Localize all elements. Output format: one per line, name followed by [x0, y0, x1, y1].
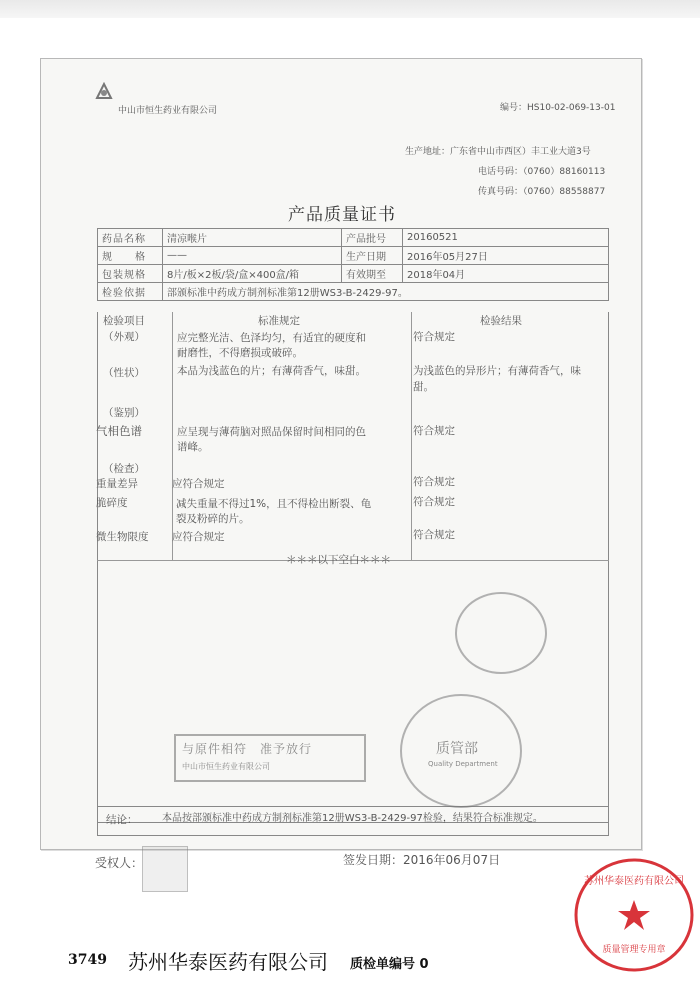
appearance-label: （外观）: [103, 331, 145, 343]
col-item-header: 检验项目: [103, 315, 145, 327]
table-row: [98, 265, 609, 283]
sign-date: 签发日期：2016年06月07日: [343, 853, 501, 867]
table-row: [98, 283, 609, 301]
spec-label: 规 格: [98, 247, 163, 265]
gc-result: 符合规定: [413, 425, 455, 437]
footer-qc-number: 质检单编号 0: [350, 957, 429, 972]
blank-below-marker: ＊＊＊以下空白＊＊＊: [286, 554, 391, 566]
company-logo-icon: [95, 82, 113, 100]
friability-label: 脆碎度: [96, 497, 128, 509]
drug-name-value: 清凉喉片: [163, 229, 342, 247]
scan-top-strip: [0, 0, 700, 18]
divider: [172, 312, 173, 560]
copy-stamp-line1: 与原件相符 准予放行: [182, 742, 313, 756]
weight-result: 符合规定: [413, 476, 455, 488]
basis-label: 检验依据: [98, 283, 163, 301]
col-result-header: 检验结果: [480, 315, 522, 327]
character-label: （性状）: [103, 367, 145, 379]
table-row: [98, 247, 609, 265]
authorized-person-label: 受权人：: [95, 856, 144, 870]
batch-label: 产品批号: [342, 229, 403, 247]
production-address: 生产地址：广东省中山市西区）丰工业大道3号: [405, 147, 591, 157]
company-name: 中山市恒生药业有限公司: [118, 106, 218, 116]
spec-value: ——: [163, 247, 342, 265]
product-info-table: [97, 228, 609, 301]
gc-standard: 应呈现与薄荷脑对照品保留时间相同的色: [177, 426, 366, 438]
inspection-label: （检查）: [103, 463, 145, 475]
batch-value: 20160521: [403, 229, 609, 247]
company-stamp-grey: [455, 592, 547, 674]
expiry-value: 2018年04月: [403, 265, 609, 283]
pack-label: 包装规格: [98, 265, 163, 283]
footer-code: 3749: [68, 952, 107, 968]
micro-result: 符合规定: [413, 529, 455, 541]
qa-stamp-en: Quality Department: [428, 760, 498, 768]
copy-conformity-stamp: [174, 734, 366, 782]
signature-stamp: [142, 846, 188, 892]
divider: [411, 312, 412, 560]
mfg-date-label: 生产日期: [342, 247, 403, 265]
red-seal-sub: 质量管理专用章: [602, 945, 666, 955]
copy-stamp-line2: 中山市恒生药业有限公司: [182, 762, 270, 771]
qa-stamp-text: 质管部: [436, 741, 478, 757]
appearance-standard: 应完整光洁、色泽均匀，有适宜的硬度和: [177, 332, 366, 344]
conclusion-text: 本品按部颁标准中药成方制剂标准第12册WS3-B-2429-97检验，结果符合标准规定。: [162, 813, 543, 824]
fax-number: 传真号码：（0760）88558877: [478, 187, 606, 197]
footer-company: 苏州华泰医药有限公司: [128, 950, 328, 974]
drug-name-label: 药品名称: [98, 229, 163, 247]
page-title: 产品质量证书: [288, 205, 396, 225]
basis-value: 部颁标准中药成方制剂标准第12册WS3-B-2429-97。: [163, 283, 609, 301]
micro-label: 微生物限度: [96, 531, 149, 543]
character-standard: 本品为浅蓝色的片；有薄荷香气，味甜。: [177, 365, 366, 377]
phone-number: 电话号码：（0760）88160113: [478, 167, 606, 177]
friability-result: 符合规定: [413, 496, 455, 508]
conclusion-label: 结论：: [106, 814, 138, 826]
appearance-result: 符合规定: [413, 331, 455, 343]
gc-standard: 谱峰。: [177, 441, 209, 453]
red-company-seal: [572, 856, 696, 974]
red-seal-text: 苏州华泰医药有限公司: [584, 876, 684, 887]
weight-standard: 应符合规定: [172, 478, 225, 490]
appearance-standard: 耐磨性，不得磨损或破碎。: [177, 347, 303, 359]
identification-label: （鉴别）: [103, 407, 145, 419]
col-standard-header: 标准规定: [258, 315, 300, 327]
friability-standard: 裂及粉碎的片。: [176, 513, 250, 525]
pack-value: 8片/板×2板/袋/盒×400盒/箱: [163, 265, 342, 283]
weight-label: 重量差异: [96, 478, 138, 490]
table-row: [98, 229, 609, 247]
micro-standard: 应符合规定: [172, 531, 225, 543]
expiry-label: 有效期至: [342, 265, 403, 283]
character-result: 甜。: [413, 381, 434, 393]
friability-standard: 减失重量不得过1%，且不得检出断裂、龟: [176, 498, 372, 510]
gc-label: 气相色谱: [96, 424, 142, 438]
doc-number: 编号：HS10-02-069-13-01: [500, 103, 616, 113]
mfg-date-value: 2016年05月27日: [403, 247, 609, 265]
character-result: 为浅蓝色的异形片；有薄荷香气，味: [413, 365, 581, 377]
